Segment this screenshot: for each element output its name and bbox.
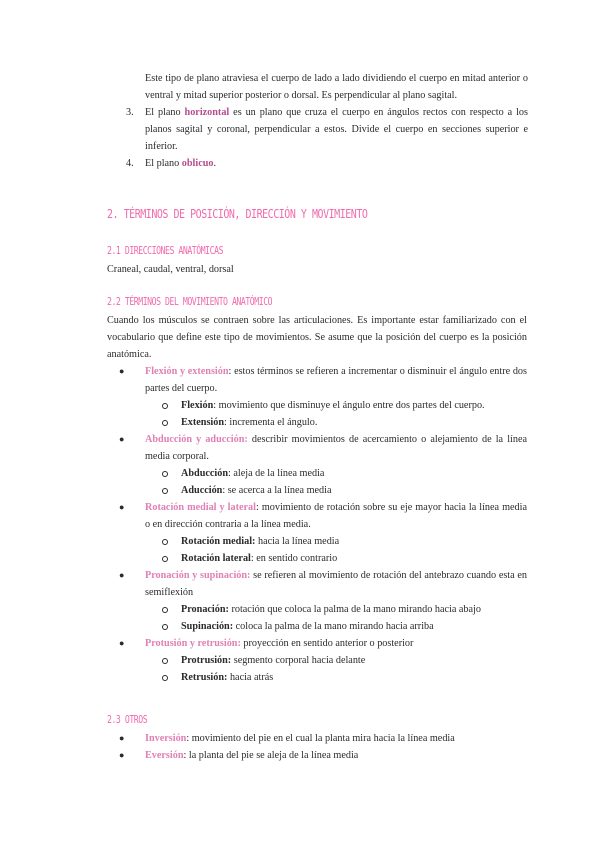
sub-list-item <box>107 652 527 669</box>
sub-term: Rotación medial: <box>181 536 256 547</box>
sub-text: : se acerca a la línea media <box>222 485 332 496</box>
list-term: horizontal <box>184 107 230 118</box>
bullet-icon: ● <box>119 502 125 512</box>
circle-bullet-icon <box>162 658 168 664</box>
list-item <box>107 363 527 397</box>
list-number: 3. <box>126 107 134 118</box>
movement-text: proyección en sentido anterior o posterior <box>240 638 414 649</box>
movement-text: : estos términos se refieren a incrementar o disminuir el ángulo entre dos partes del cuerpo. <box>145 366 527 394</box>
planes-list <box>118 70 528 172</box>
sub-term: Protrusión: <box>181 655 232 666</box>
directions-text: Craneal, caudal, ventral, dorsal <box>107 264 234 275</box>
movement-text: describir movimientos de acercamiento o alejamiento de la línea media corporal. <box>145 434 527 462</box>
movement-term: Rotación medial y lateral <box>145 502 256 513</box>
sub-text: : aleja de la línea media <box>228 468 325 479</box>
sub-term: Supinación: <box>181 621 234 632</box>
sub-list-item <box>107 618 527 635</box>
sub-term: Flexión <box>181 400 214 411</box>
sub-list-item <box>107 414 527 431</box>
bullet-icon: ● <box>119 733 125 743</box>
sub-text: hacia atrás <box>227 672 274 683</box>
list-text: es un plano que cruza el cuerpo en ángulos rectos con respecto a los planos sagital y coronal, perpendicular a estos. Divide el cuerpo en secciones superior e inferior. <box>145 107 528 152</box>
circle-bullet-icon <box>162 624 168 630</box>
circle-bullet-icon <box>162 420 168 426</box>
circle-bullet-icon <box>162 403 168 409</box>
movement-term: Flexión y extensión <box>145 366 229 377</box>
sub-list-item <box>107 482 527 499</box>
circle-bullet-icon <box>162 556 168 562</box>
movement-intro: Cuando los músculos se contraen sobre las articulaciones. Es importante estar familiarizado con el vocabulario que define este tipo de movimientos. Se asume que la posición del cuerpo es la posición anatómica. <box>107 315 527 360</box>
sub-text: segmento corporal hacia delante <box>231 655 366 666</box>
movement-text: : la planta del pie se aleja de la línea media <box>183 750 359 761</box>
sub-text: hacia la línea media <box>255 536 340 547</box>
movement-term: Protusión y retrusión: <box>145 638 241 649</box>
list-item <box>107 431 527 465</box>
bullet-icon: ● <box>119 750 125 760</box>
list-text: . <box>213 158 217 169</box>
sub-term: Retrusión: <box>181 672 228 683</box>
sub-list-item <box>107 465 527 482</box>
bullet-icon: ● <box>119 366 125 376</box>
sub-list-item <box>107 397 527 414</box>
movement-text: : movimiento del pie en el cual la planta mira hacia la línea media <box>186 733 455 744</box>
list-item <box>118 155 528 172</box>
circle-bullet-icon <box>162 675 168 681</box>
movement-term: Inversión <box>145 733 187 744</box>
list-item <box>107 635 527 652</box>
list-item <box>107 567 527 601</box>
subsection-heading: 2.3 OTROS <box>107 714 148 726</box>
sub-list-item <box>107 601 527 618</box>
list-item <box>107 747 527 764</box>
movement-term: Eversión <box>145 750 184 761</box>
list-item <box>107 499 527 533</box>
sub-term: Abducción <box>181 468 228 479</box>
list-number: 4. <box>126 158 134 169</box>
section-heading: 2. TÉRMINOS DE POSICIÓN, DIRECCIÓN Y MOVIMIENTO <box>107 206 368 221</box>
list-text: El plano <box>145 158 182 169</box>
circle-bullet-icon <box>162 471 168 477</box>
sub-text: : en sentido contrario <box>250 553 338 564</box>
circle-bullet-icon <box>162 607 168 613</box>
sub-text: : incrementa el ángulo. <box>224 417 318 428</box>
list-item <box>118 104 528 155</box>
circle-bullet-icon <box>162 488 168 494</box>
list-continuation: Este tipo de plano atraviesa el cuerpo de lado a lado dividiendo el cuerpo en mitad anterior o ventral y mitad superior posterior o dorsal. Es perpendicular al plano sagital. <box>145 73 528 101</box>
movement-text: : movimiento de rotación sobre su eje mayor hacia la línea media o en dirección contraria a la línea media. <box>145 502 527 530</box>
movement-term: Pronación y supinación: <box>145 570 251 581</box>
movement-term: Abducción y aducción: <box>145 434 248 445</box>
bullet-icon: ● <box>119 434 125 444</box>
sub-text: rotación que coloca la palma de la mano mirando hacia abajo <box>228 604 481 615</box>
bullet-icon: ● <box>119 570 125 580</box>
subsection-heading: 2.2 TÉRMINOS DEL MOVIMIENTO ANATÓMICO <box>107 296 273 308</box>
bullet-icon: ● <box>119 638 125 648</box>
list-item <box>107 730 527 747</box>
list-term: oblicuo <box>181 158 214 169</box>
sub-term: Extensión <box>181 417 225 428</box>
circle-bullet-icon <box>162 539 168 545</box>
sub-list-item <box>107 550 527 567</box>
sub-term: Rotación lateral <box>181 553 251 564</box>
sub-list-item <box>107 669 527 686</box>
movement-text: se refieren al movimiento de rotación del antebrazo cuando esta en semiflexión <box>145 570 527 598</box>
list-text: El plano <box>145 107 185 118</box>
sub-list-item <box>107 533 527 550</box>
other-bullets <box>107 730 527 764</box>
sub-text: coloca la palma de la mano mirando hacia arriba <box>233 621 434 632</box>
subsection-heading: 2.1 DIRECCIONES ANATÓMICAS <box>107 245 224 257</box>
sub-term: Aducción <box>181 485 223 496</box>
sub-text: : movimiento que disminuye el ángulo entre dos partes del cuerpo. <box>213 400 485 411</box>
movement-bullets <box>107 363 527 686</box>
sub-term: Pronación: <box>181 604 229 615</box>
